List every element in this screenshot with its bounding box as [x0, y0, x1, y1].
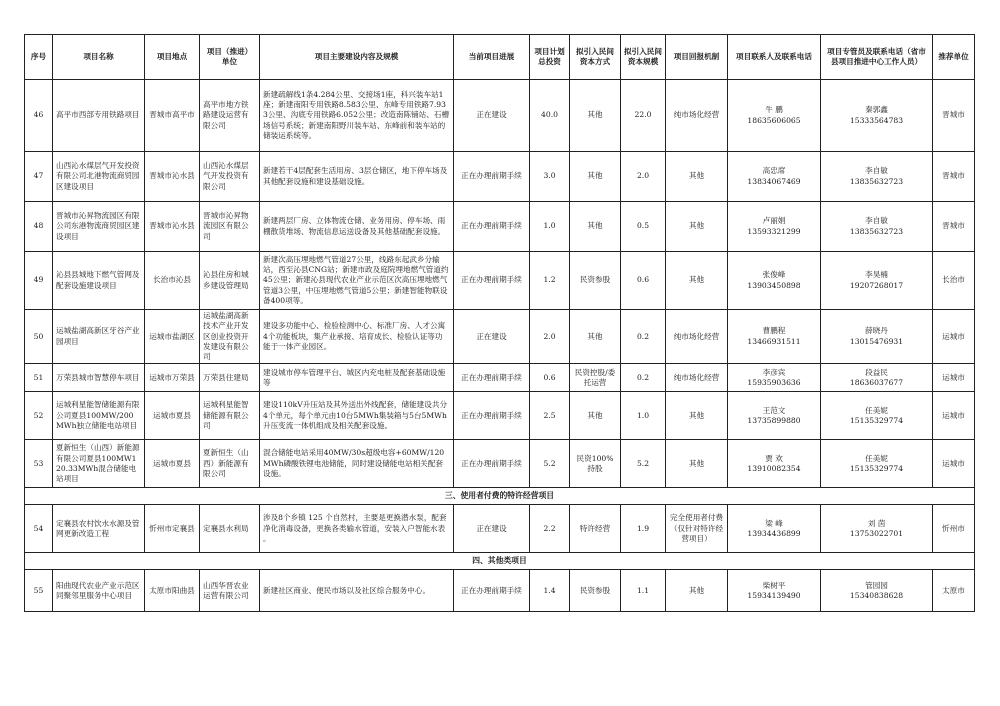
column-header: 项目地点: [145, 35, 200, 80]
cell-content: 新建次高压埋地燃气管道27公里，线路东起武乡分输站，西至沁县CNG站；新建市政及庭院埋地燃气管道约45公里；新建沁县现代农业产业示范区次高压埋地燃气管道3公里，中压埋地燃气管道5公里；新建智能物联设备400项等。: [260, 252, 454, 310]
cell-no: 49: [25, 252, 53, 310]
cell-unit: 山西沁水煤层气开发投资有限公司: [200, 152, 260, 202]
cell-capital-scale: 2.0: [621, 152, 666, 202]
section-heading-row: [25, 553, 975, 570]
cell-return: 其他: [666, 152, 728, 202]
cell-content: 新建两层厂房、立体物流仓储、业务用房、停车场、雨棚散货堆场、物流信息运送设备及其他基础配套设施。: [260, 202, 454, 252]
cell-no: 46: [25, 80, 53, 152]
cell-progress: 正在办理前期手续: [454, 364, 530, 392]
cell-investment: 1.4: [530, 570, 570, 612]
cell-return: 完全使用者付费（仅针对特许经营项目）: [666, 505, 728, 553]
cell-investment: 2.2: [530, 505, 570, 553]
cell-return: 纯市场化经营: [666, 310, 728, 364]
cell-manager: 管园园 15340838628: [821, 570, 933, 612]
cell-progress: 正在办理前期手续: [454, 392, 530, 440]
cell-location: 晋城市沁水县: [145, 152, 200, 202]
cell-progress: 正在办理前期手续: [454, 252, 530, 310]
cell-capital-mode: 其他: [570, 202, 621, 252]
cell-name: 高平市西部专用铁路项目: [53, 80, 145, 152]
cell-recommender: 忻州市: [933, 505, 975, 553]
cell-investment: 1.2: [530, 252, 570, 310]
cell-return: 其他: [666, 440, 728, 488]
cell-capital-scale: 1.1: [621, 570, 666, 612]
cell-name: 夏新恒生（山西）新能源有限公司夏县100MW120.33MWh混合储能电站项目: [53, 440, 145, 488]
cell-return: 纯市场化经营: [666, 80, 728, 152]
cell-capital-mode: 民资控股/委托运营: [570, 364, 621, 392]
cell-progress: 正在办理前期手续: [454, 202, 530, 252]
cell-capital-mode: 其他: [570, 392, 621, 440]
cell-recommender: 晋城市: [933, 80, 975, 152]
cell-no: 51: [25, 364, 53, 392]
column-header: 推荐单位: [933, 35, 975, 80]
cell-location: 运城市夏县: [145, 392, 200, 440]
cell-recommender: 太原市: [933, 570, 975, 612]
cell-unit: 晋城市沁昇物流园区有限公司: [200, 202, 260, 252]
cell-manager: 薛晓丹 13015476931: [821, 310, 933, 364]
cell-no: 48: [25, 202, 53, 252]
cell-content: 新建社区商业、便民市场以及社区综合服务中心。: [260, 570, 454, 612]
cell-recommender: 运城市: [933, 440, 975, 488]
cell-manager: 段益民 18636037677: [821, 364, 933, 392]
column-header: 项目主要建设内容及规模: [260, 35, 454, 80]
cell-manager: 刘 茵 13753022701: [821, 505, 933, 553]
cell-capital-scale: 22.0: [621, 80, 666, 152]
cell-investment: 40.0: [530, 80, 570, 152]
table-row: [25, 202, 975, 252]
column-header: 拟引入民间资本规模: [621, 35, 666, 80]
cell-location: 运城市夏县: [145, 440, 200, 488]
cell-investment: 2.0: [530, 310, 570, 364]
table-row: [25, 80, 975, 152]
cell-name: 晋城市沁昇物流园区有限公司东港物流商贸园区建设项目: [53, 202, 145, 252]
cell-name: 万荣县城市智慧停车项目: [53, 364, 145, 392]
cell-recommender: 运城市: [933, 310, 975, 364]
cell-capital-scale: 5.2: [621, 440, 666, 488]
cell-return: 其他: [666, 392, 728, 440]
column-header: 当前项目进展: [454, 35, 530, 80]
table-row: [25, 364, 975, 392]
cell-location: 运城市万荣县: [145, 364, 200, 392]
cell-no: 53: [25, 440, 53, 488]
cell-recommender: 晋城市: [933, 152, 975, 202]
cell-capital-mode: 民资100%持股: [570, 440, 621, 488]
cell-unit: 定襄县水利局: [200, 505, 260, 553]
table-header-row: [25, 35, 975, 80]
cell-recommender: 晋城市: [933, 202, 975, 252]
table-row: [25, 570, 975, 612]
cell-no: 52: [25, 392, 53, 440]
cell-capital-mode: 民资参股: [570, 570, 621, 612]
cell-content: 混合储能电站采用40MW/30s超级电容+60MW/120MWh磷酸铁锂电池储能，同时建设储能电站相关配套设施。: [260, 440, 454, 488]
cell-investment: 0.6: [530, 364, 570, 392]
table-body: [25, 80, 975, 612]
cell-manager: 李自敏 13835632723: [821, 202, 933, 252]
cell-unit: 高平市地方铁路建设运营有限公司: [200, 80, 260, 152]
cell-return: 纯市场化经营: [666, 364, 728, 392]
cell-capital-mode: 其他: [570, 152, 621, 202]
cell-capital-mode: 其他: [570, 80, 621, 152]
cell-location: 长治市沁县: [145, 252, 200, 310]
cell-unit: 运城利星能智储能源有限公司: [200, 392, 260, 440]
cell-contact: 牛 鹏 18635606065: [728, 80, 821, 152]
cell-contact: 李彦宾 15935903636: [728, 364, 821, 392]
table-row: [25, 440, 975, 488]
cell-manager: 李自敏 13835632723: [821, 152, 933, 202]
cell-manager: 李昊楠 19207268017: [821, 252, 933, 310]
cell-capital-scale: 0.2: [621, 310, 666, 364]
cell-content: 涉及8个乡镇 125 个自然村，主要是更换潜水泵，配套净化消毒设备，更换各类输水管道，安装入户智能水表 。: [260, 505, 454, 553]
cell-name: 定襄县农村饮水水源及管网更新改造工程: [53, 505, 145, 553]
cell-progress: 正在办理前期手续: [454, 152, 530, 202]
cell-recommender: 长治市: [933, 252, 975, 310]
column-header: 项目名称: [53, 35, 145, 80]
cell-content: 建设城市停车管理平台、城区内充电桩及配套基础设施等: [260, 364, 454, 392]
cell-name: 沁县县城地下燃气管网及配套设施建设项目: [53, 252, 145, 310]
cell-location: 晋城市高平市: [145, 80, 200, 152]
cell-capital-scale: 1.0: [621, 392, 666, 440]
column-header: 项目回报机制: [666, 35, 728, 80]
cell-location: 运城市盐湖区: [145, 310, 200, 364]
cell-manager: 任美妮 15135329774: [821, 392, 933, 440]
cell-progress: 正在办理前期手续: [454, 440, 530, 488]
table-row: [25, 392, 975, 440]
cell-no: 47: [25, 152, 53, 202]
cell-contact: 高忠席 13834067469: [728, 152, 821, 202]
cell-return: 其他: [666, 252, 728, 310]
column-header: 项目计划总投资: [530, 35, 570, 80]
cell-recommender: 运城市: [933, 392, 975, 440]
cell-investment: 5.2: [530, 440, 570, 488]
cell-capital-scale: 0.2: [621, 364, 666, 392]
cell-capital-mode: 其他: [570, 310, 621, 364]
cell-contact: 卢丽娟 13593321299: [728, 202, 821, 252]
cell-manager: 任美妮 15135329774: [821, 440, 933, 488]
cell-return: 其他: [666, 202, 728, 252]
cell-content: 建设多功能中心、检验检测中心、标准厂房、人才公寓4个功能板块，集产业承接、培育成长、检验认证等功能于一体产业园区。: [260, 310, 454, 364]
cell-content: 建设110kV升压站及其外送出外线配套，储能建设共分4个单元，每个单元由10台5MWh集装箱与5台5MWh升压变流一体机组成及相关配套设施。: [260, 392, 454, 440]
cell-recommender: 运城市: [933, 364, 975, 392]
cell-capital-scale: 0.5: [621, 202, 666, 252]
cell-location: 晋城市沁水县: [145, 202, 200, 252]
column-header: 序号: [25, 35, 53, 80]
cell-location: 太原市阳曲县: [145, 570, 200, 612]
cell-unit: 夏新恒生（山西）新能源有限公司: [200, 440, 260, 488]
cell-name: 山西沁水煤层气开发投资有限公司北港物流商贸园区建设项目: [53, 152, 145, 202]
cell-contact: 王范文 13735899880: [728, 392, 821, 440]
cell-content: 新建疏解线1条4.284公里、交接场1座，科兴装车站1座；新建南阳专用铁路8.583公里、东峰专用铁路7.933公里、沟底专用铁路6.052公里；改造南陈铺站、石槽场信号系统；新建南阳野川装车站、东峰前和装车站的储装运系统等。: [260, 80, 454, 152]
cell-contact: 张俊峰 13903450898: [728, 252, 821, 310]
cell-unit: 沁县住房和城乡建设管理局: [200, 252, 260, 310]
cell-name: 阳曲现代农业产业示范区同聚邻里服务中心项目: [53, 570, 145, 612]
column-header: 项目联系人及联系电话: [728, 35, 821, 80]
cell-investment: 2.5: [530, 392, 570, 440]
cell-progress: 正在办理前期手续: [454, 570, 530, 612]
cell-content: 新建若干4层配套生活用房、3层仓储区，地下停车场及其他配套设施和建设基础设施。: [260, 152, 454, 202]
column-header: 拟引入民间资本方式: [570, 35, 621, 80]
cell-contact: 贾 欢 13910082354: [728, 440, 821, 488]
column-header: 项目（推进）单位: [200, 35, 260, 80]
section-heading: 四、其他类项目: [25, 553, 975, 570]
cell-unit: 万荣县住建局: [200, 364, 260, 392]
cell-manager: 秦郭鑫 15333564783: [821, 80, 933, 152]
cell-name: 运城盐湖高新区牙谷产业园项目: [53, 310, 145, 364]
cell-capital-mode: 特许经营: [570, 505, 621, 553]
cell-capital-mode: 民资参股: [570, 252, 621, 310]
cell-progress: 正在建设: [454, 80, 530, 152]
cell-unit: 运城盐湖高新技术产业开发区创业投资开发建设有限公司: [200, 310, 260, 364]
cell-contact: 梁 峰 13934436899: [728, 505, 821, 553]
cell-progress: 正在建设: [454, 310, 530, 364]
cell-return: 其他: [666, 570, 728, 612]
cell-capital-scale: 0.6: [621, 252, 666, 310]
cell-no: 54: [25, 505, 53, 553]
cell-unit: 山西华晋农业运营有限公司: [200, 570, 260, 612]
cell-no: 50: [25, 310, 53, 364]
cell-capital-scale: 1.9: [621, 505, 666, 553]
table-row: [25, 505, 975, 553]
cell-contact: 曹鹏程 13466931511: [728, 310, 821, 364]
cell-contact: 柴树平 15934139490: [728, 570, 821, 612]
cell-investment: 1.0: [530, 202, 570, 252]
section-heading-row: [25, 488, 975, 505]
column-header: 项目专管员及联系电话（省市县项目推进中心工作人员）: [821, 35, 933, 80]
section-heading: 三、使用者付费的特许经营项目: [25, 488, 975, 505]
table-row: [25, 252, 975, 310]
cell-no: 55: [25, 570, 53, 612]
table-row: [25, 152, 975, 202]
cell-progress: 正在建设: [454, 505, 530, 553]
project-table: [24, 34, 975, 612]
cell-investment: 3.0: [530, 152, 570, 202]
cell-location: 忻州市定襄县: [145, 505, 200, 553]
cell-name: 运城利星能智储能源有限公司夏县100MW/200MWh独立储能电站项目: [53, 392, 145, 440]
table-row: [25, 310, 975, 364]
